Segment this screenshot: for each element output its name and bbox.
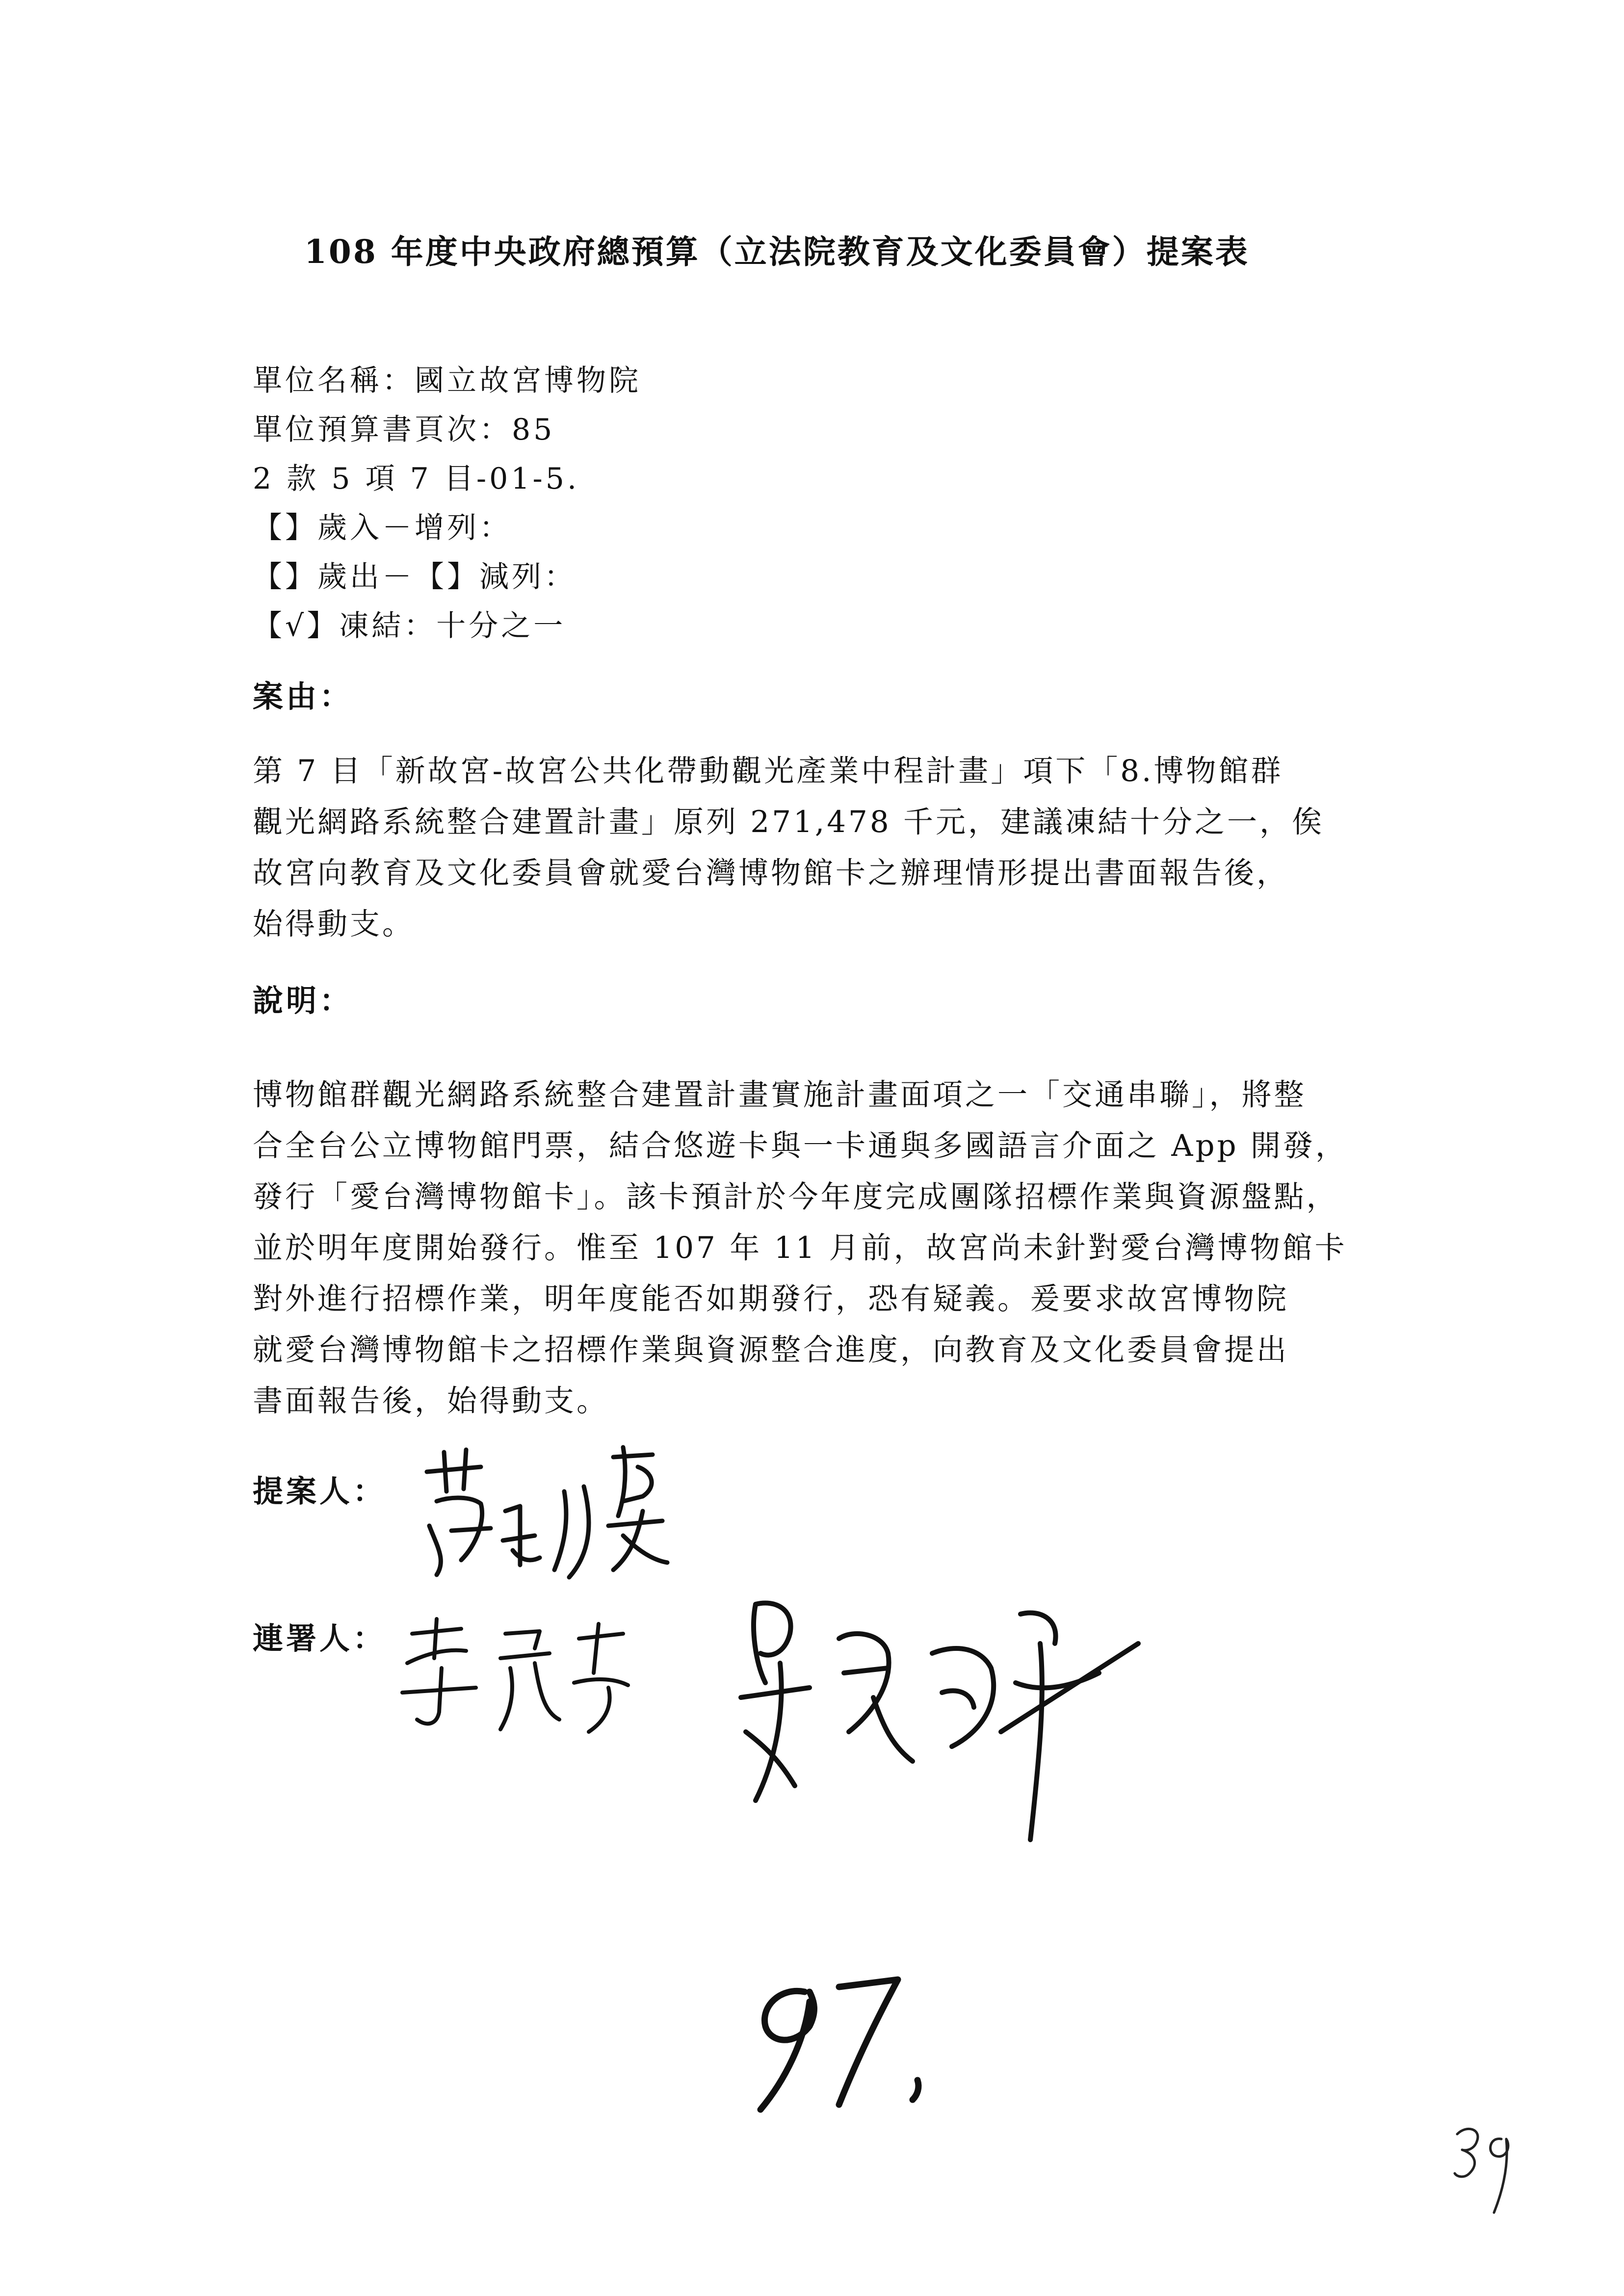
handwritten-number-mark — [731, 1962, 937, 2124]
explanation-line: 對外進行招標作業，明年度能否如期發行，恐有疑義。爰要求故宮博物院 — [253, 1281, 1289, 1316]
budget-item: 2 款 5 項 7 目-01-5. — [253, 462, 580, 496]
reason-paragraph — [253, 746, 1440, 950]
cosigner-1-signature — [393, 1614, 648, 1742]
proposer-signature — [407, 1437, 682, 1585]
unit-name: 單位名稱：國立故宮博物院 — [253, 364, 641, 398]
explanation-line: 並於明年度開始發行。惟至 107 年 11 月前，故宮尚未針對愛台灣博物館卡 — [253, 1230, 1347, 1265]
explanation-paragraph — [253, 1070, 1440, 1427]
document-title: 108 年度中央政府總預算（立法院教育及文化委員會）提案表 — [304, 233, 1250, 271]
explanation-line: 合全台公立博物館門票，結合悠遊卡與一卡通與多國語言介面之 App 開發， — [253, 1128, 1348, 1163]
explanation-line: 書面報告後，始得動支。 — [253, 1383, 609, 1418]
explanation-line: 就愛台灣博物館卡之招標作業與資源整合進度，向教育及文化委員會提出 — [253, 1332, 1289, 1367]
cosigner-label: 連署人： — [253, 1620, 387, 1656]
reason-line: 第 7 目「新故宮-故宮公共化帶動觀光產業中程計畫」項下「8.博物館群 — [253, 754, 1283, 788]
reason-line: 故宮向教育及文化委員會就愛台灣博物館卡之辦理情形提出書面報告後， — [253, 856, 1289, 890]
revenue-line: 【】歲入－增列： — [253, 511, 512, 545]
expense-line: 【】歲出－【】減列： — [253, 560, 576, 594]
explanation-line: 發行「愛台灣博物館卡」。該卡預計於今年度完成團隊招標作業與資源盤點， — [253, 1179, 1339, 1214]
proposer-label: 提案人： — [253, 1473, 387, 1509]
reason-line: 觀光網路系統整合建置計畫」原列 271,478 千元，建議凍結十分之一，俟 — [253, 805, 1325, 839]
handwritten-page-mark — [1447, 2119, 1526, 2218]
freeze-line: 【√】凍結：十分之一 — [253, 609, 566, 643]
explanation-heading: 說明： — [253, 983, 353, 1018]
reason-line: 始得動支。 — [253, 907, 415, 941]
explanation-line: 博物館群觀光網路系統整合建置計畫實施計畫面項之一「交通串聯」，將整 — [253, 1077, 1307, 1112]
budget-page: 單位預算書頁次：85 — [253, 413, 555, 447]
cosigner-2-signature — [726, 1585, 1168, 1889]
reason-heading: 案由： — [253, 678, 353, 714]
